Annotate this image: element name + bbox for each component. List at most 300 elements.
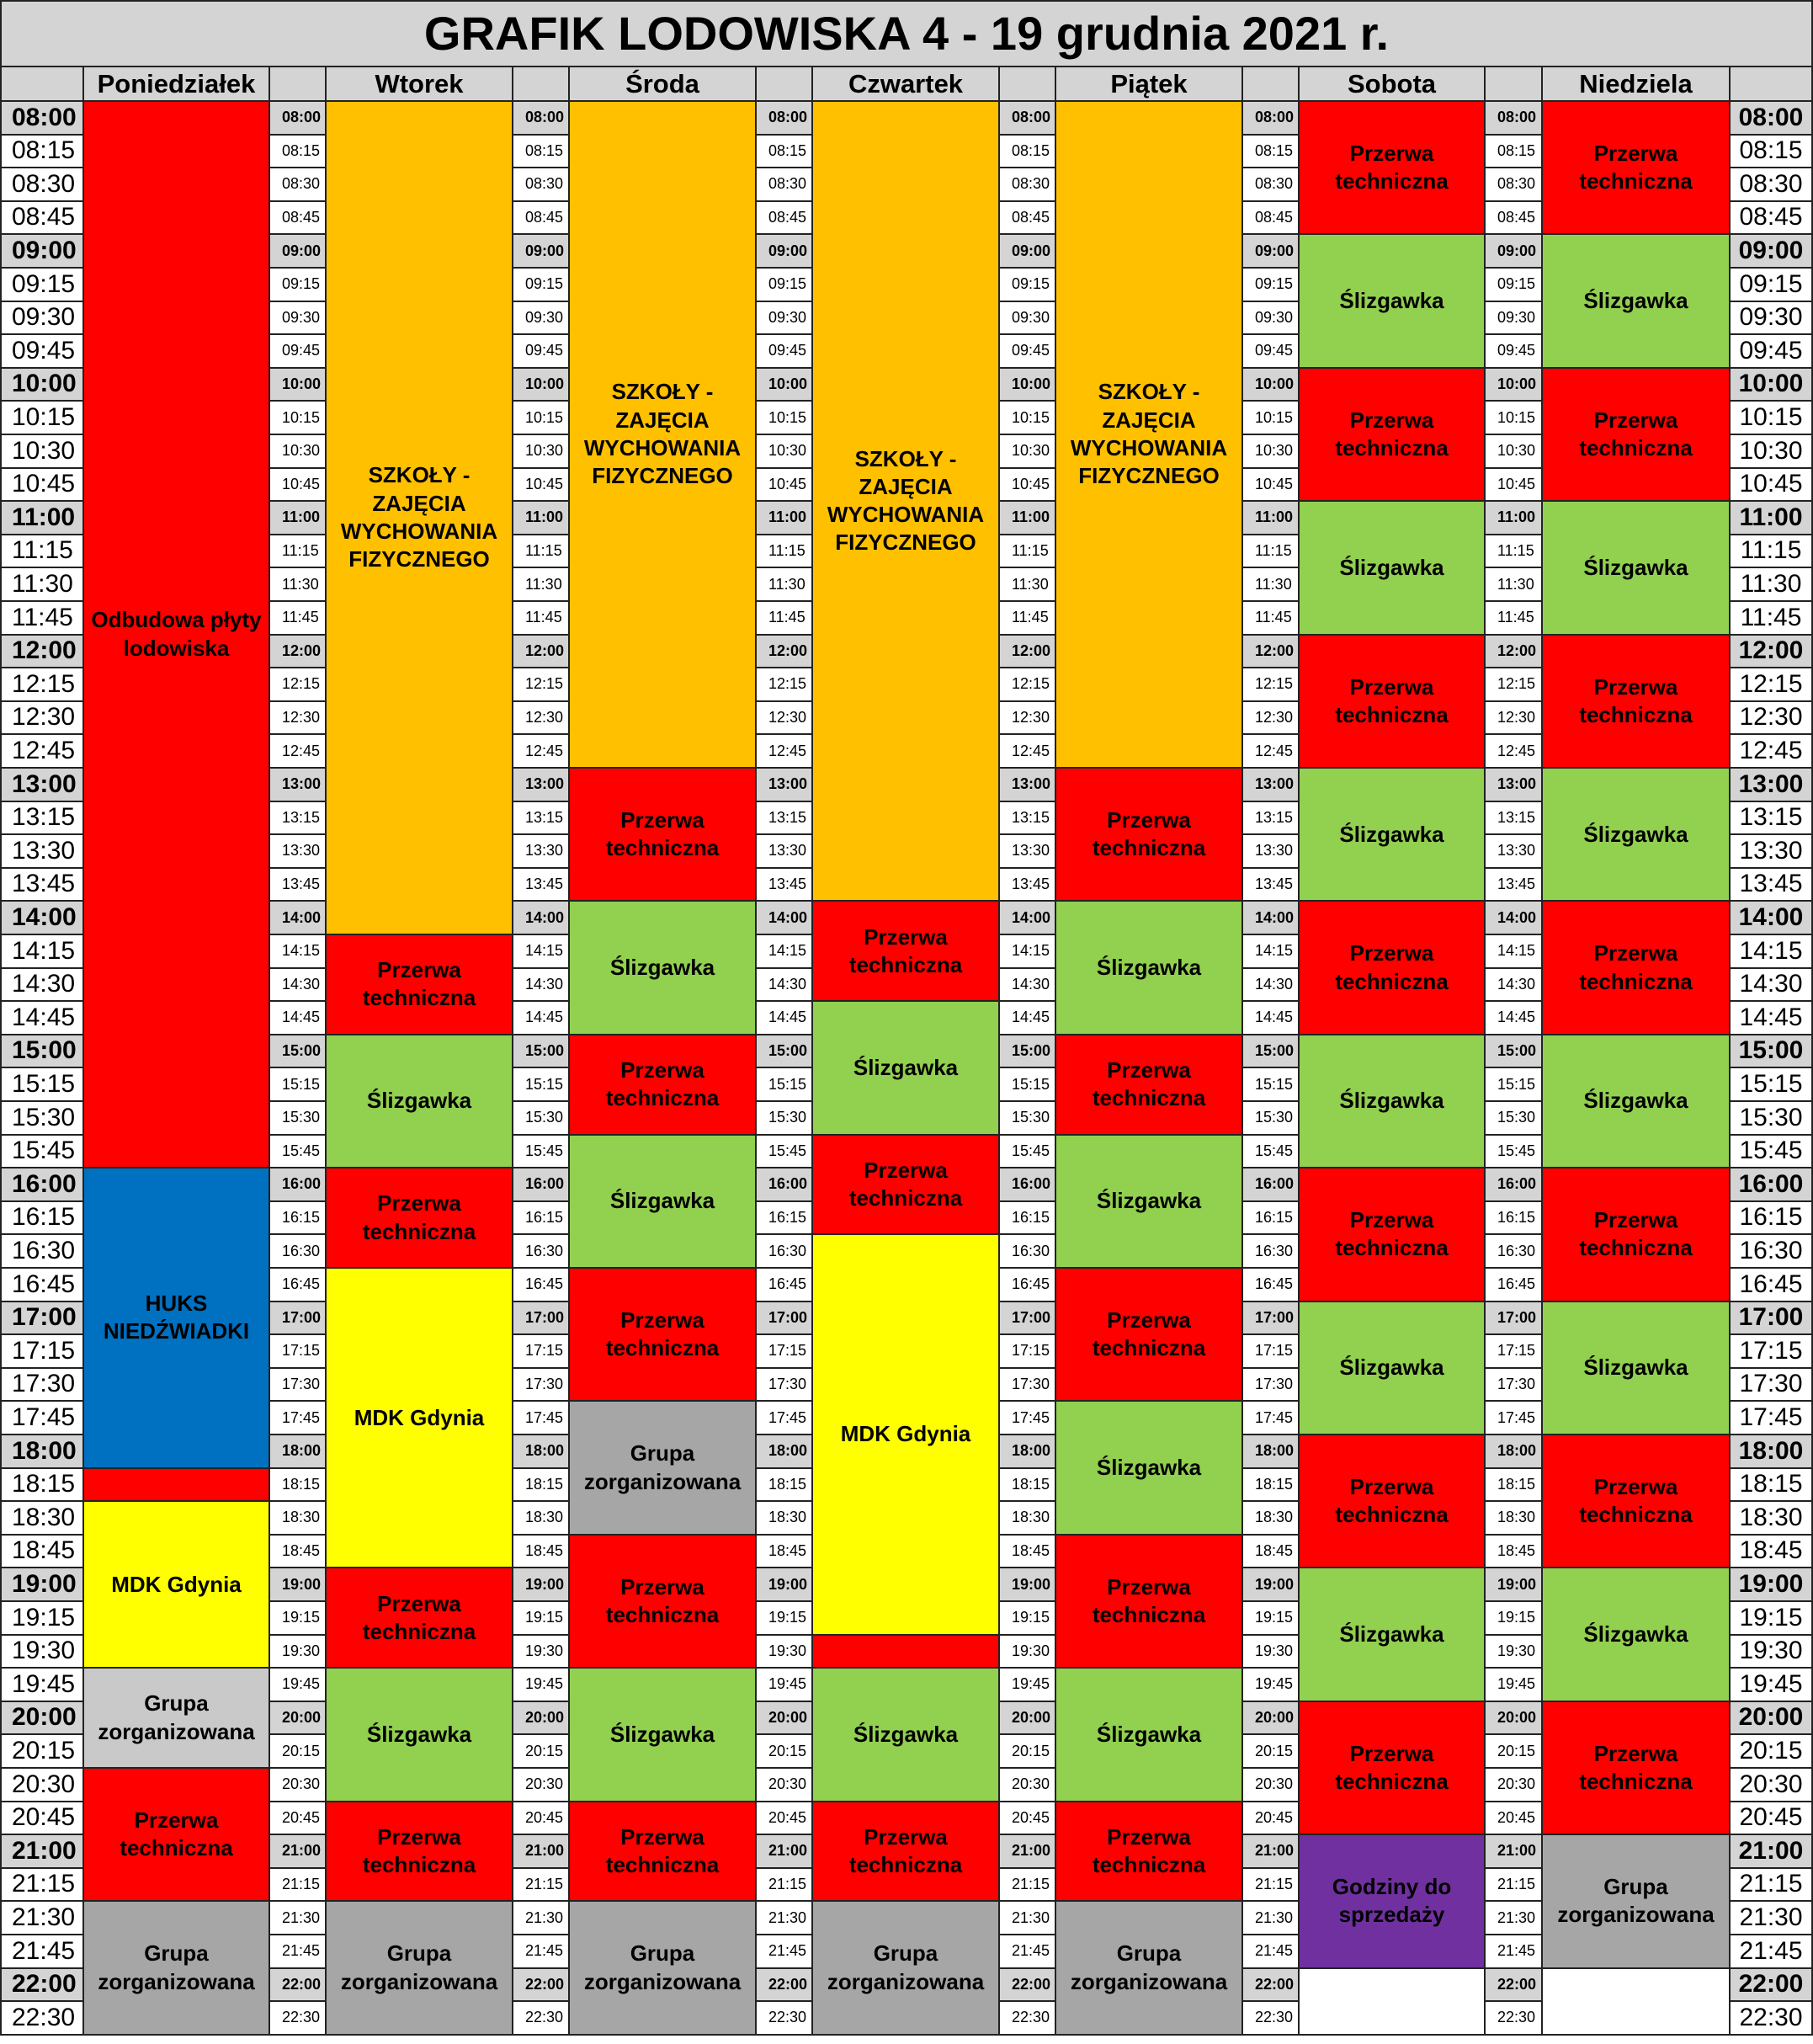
technical-break-block[interactable]: Przerwa techniczna: [1543, 1435, 1731, 1568]
time-label: 10:30: [757, 435, 813, 469]
time-label: 15:30: [0, 1102, 84, 1136]
time-label: 17:15: [1731, 1335, 1813, 1369]
technical-break-block[interactable]: Przerwa techniczna: [1056, 1035, 1243, 1136]
time-label: 09:30: [757, 302, 813, 336]
time-label: 16:15: [1243, 1202, 1300, 1236]
time-label: 17:00: [1731, 1302, 1813, 1336]
time-label: 13:30: [757, 835, 813, 869]
technical-break-block[interactable]: Przerwa techniczna: [570, 1035, 757, 1136]
technical-break-block[interactable]: Przerwa techniczna: [1300, 102, 1486, 235]
time-label: 08:30: [757, 168, 813, 202]
public-skating-block[interactable]: Ślizgawka: [1056, 1136, 1243, 1269]
time-label: 13:45: [757, 869, 813, 902]
time-label: 12:30: [1486, 702, 1543, 736]
time-label: 11:45: [1731, 602, 1813, 636]
schools-pe-block[interactable]: SZKOŁY - ZAJĘCIA WYCHOWANIA FIZYCZNEGO: [570, 102, 757, 769]
time-label: 18:45: [1486, 1536, 1543, 1569]
time-label: 14:00: [1731, 902, 1813, 935]
technical-break-block[interactable]: Przerwa techniczna: [1056, 1269, 1243, 1402]
time-label: 20:00: [1486, 1702, 1543, 1736]
organized-group-block[interactable]: Grupa zorganizowana: [1543, 1835, 1731, 1968]
time-label: 18:45: [270, 1536, 327, 1569]
time-label: 22:00: [1731, 1969, 1813, 2003]
time-label: 09:45: [0, 335, 84, 369]
time-label: 21:45: [270, 1935, 327, 1969]
time-label: 09:45: [1486, 335, 1543, 369]
technical-break-block[interactable]: Przerwa techniczna: [1543, 636, 1731, 769]
time-label: 12:15: [1731, 668, 1813, 702]
time-label: 19:00: [1731, 1568, 1813, 1602]
time-label: 08:15: [270, 136, 327, 169]
time-label: 10:30: [270, 435, 327, 469]
public-skating-block[interactable]: Ślizgawka: [1056, 1669, 1243, 1802]
time-label: 20:30: [513, 1769, 570, 1802]
time-label: 19:30: [1000, 1636, 1056, 1669]
time-label: 19:15: [513, 1602, 570, 1636]
technical-break-block[interactable]: Przerwa techniczna: [1300, 636, 1486, 769]
time-label: 10:45: [1731, 469, 1813, 503]
schools-pe-block[interactable]: SZKOŁY - ZAJĘCIA WYCHOWANIA FIZYCZNEGO: [1056, 102, 1243, 769]
time-label: 14:15: [1000, 935, 1056, 969]
time-label: 16:30: [270, 1235, 327, 1269]
time-label: 17:15: [757, 1335, 813, 1369]
time-label: 19:00: [1486, 1568, 1543, 1602]
time-label: 11:00: [270, 502, 327, 535]
time-label: 08:30: [513, 168, 570, 202]
time-label: 12:45: [513, 735, 570, 769]
time-label: 11:00: [0, 502, 84, 535]
public-skating-block[interactable]: Ślizgawka: [1300, 1568, 1486, 1701]
time-label: 21:30: [1731, 1902, 1813, 1935]
time-label: 17:30: [513, 1369, 570, 1403]
time-label: 16:45: [0, 1269, 84, 1302]
organized-group-block[interactable]: Grupa zorganizowana: [327, 1902, 513, 2035]
time-label: 21:45: [1486, 1935, 1543, 1969]
time-label: 21:30: [513, 1902, 570, 1935]
technical-break-block[interactable]: Przerwa techniczna: [1300, 1168, 1486, 1301]
technical-break-block[interactable]: Przerwa techniczna: [327, 1568, 513, 1669]
technical-break-block[interactable]: Przerwa techniczna: [327, 935, 513, 1035]
public-skating-block[interactable]: Ślizgawka: [1300, 1302, 1486, 1435]
time-label: 20:15: [1000, 1735, 1056, 1769]
time-label: 14:15: [1731, 935, 1813, 969]
time-label: 21:00: [1243, 1835, 1300, 1869]
time-label: 15:00: [513, 1035, 570, 1069]
time-label: 16:00: [1000, 1168, 1056, 1202]
technical-break-block[interactable]: Przerwa techniczna: [1300, 369, 1486, 502]
time-label: 14:15: [757, 935, 813, 969]
time-label: 08:45: [1486, 202, 1543, 236]
time-label: 11:45: [757, 602, 813, 636]
time-label: 08:30: [1243, 168, 1300, 202]
time-label: 16:15: [1000, 1202, 1056, 1236]
time-label: 21:30: [1243, 1902, 1300, 1935]
time-label: 09:15: [1731, 269, 1813, 302]
time-label: 10:45: [513, 469, 570, 503]
time-label: 21:15: [0, 1869, 84, 1903]
day-header-0: Poniedziałek: [84, 67, 270, 102]
header-blank: [1731, 67, 1813, 102]
time-label: 08:45: [1000, 202, 1056, 236]
time-label: 20:00: [757, 1702, 813, 1736]
time-label: 14:45: [1243, 1002, 1300, 1035]
day-header-4: Piątek: [1056, 67, 1243, 102]
time-label: 21:30: [270, 1902, 327, 1935]
time-label: 16:45: [1731, 1269, 1813, 1302]
time-label: 11:15: [1731, 535, 1813, 569]
time-label: 20:30: [1243, 1769, 1300, 1802]
empty-red-block[interactable]: [813, 1636, 1000, 1669]
technical-break-block[interactable]: Przerwa techniczna: [1056, 1536, 1243, 1669]
time-label: 19:30: [757, 1636, 813, 1669]
technical-break-block[interactable]: Przerwa techniczna: [813, 1802, 1000, 1903]
time-label: 18:15: [757, 1469, 813, 1503]
public-skating-block[interactable]: Ślizgawka: [1056, 1402, 1243, 1535]
time-label: 20:45: [0, 1802, 84, 1836]
public-skating-block[interactable]: Ślizgawka: [1543, 502, 1731, 635]
time-label: 10:45: [1486, 469, 1543, 503]
technical-break-block[interactable]: Przerwa techniczna: [570, 1802, 757, 1903]
public-skating-block[interactable]: Ślizgawka: [327, 1669, 513, 1802]
time-label: 21:00: [1000, 1835, 1056, 1869]
technical-break-block[interactable]: Przerwa techniczna: [813, 902, 1000, 1002]
time-label: 10:30: [1731, 435, 1813, 469]
time-label: 18:15: [1731, 1469, 1813, 1503]
time-label: 21:00: [1731, 1835, 1813, 1869]
technical-break-block[interactable]: Przerwa techniczna: [1543, 102, 1731, 235]
time-label: 20:45: [1731, 1802, 1813, 1836]
time-label: 22:00: [270, 1969, 327, 2003]
time-label: 11:30: [270, 568, 327, 602]
time-label: 09:30: [513, 302, 570, 336]
technical-break-block[interactable]: Przerwa techniczna: [1543, 902, 1731, 1035]
technical-break-block[interactable]: Przerwa techniczna: [570, 769, 757, 902]
time-label: 17:30: [1731, 1369, 1813, 1403]
time-label: 14:30: [1486, 969, 1543, 1003]
time-label: 20:00: [513, 1702, 570, 1736]
public-skating-block[interactable]: Ślizgawka: [570, 1669, 757, 1802]
time-label: 14:30: [513, 969, 570, 1003]
time-label: 08:45: [513, 202, 570, 236]
time-label: 09:15: [1486, 269, 1543, 302]
time-label: 12:45: [1000, 735, 1056, 769]
time-label: 11:00: [757, 502, 813, 535]
time-label: 18:30: [270, 1502, 327, 1536]
time-label: 12:15: [0, 668, 84, 702]
time-label: 17:00: [513, 1302, 570, 1336]
time-label: 09:45: [270, 335, 327, 369]
organized-group-block[interactable]: Grupa zorganizowana: [813, 1902, 1000, 2035]
time-label: 10:00: [1731, 369, 1813, 402]
time-label: 09:30: [1243, 302, 1300, 336]
time-label: 13:45: [1731, 869, 1813, 902]
time-label: 15:45: [1731, 1136, 1813, 1169]
time-label: 15:30: [513, 1102, 570, 1136]
technical-break-block[interactable]: Przerwa techniczna: [1056, 1802, 1243, 1903]
time-label: 19:30: [1243, 1636, 1300, 1669]
public-skating-block[interactable]: Ślizgawka: [1543, 1035, 1731, 1168]
time-label: 16:30: [1243, 1235, 1300, 1269]
time-label: 11:45: [270, 602, 327, 636]
technical-break-block[interactable]: Przerwa techniczna: [570, 1536, 757, 1669]
time-label: 08:15: [0, 136, 84, 169]
technical-break-block[interactable]: Przerwa techniczna: [1543, 1168, 1731, 1301]
time-label: 13:15: [757, 802, 813, 836]
mdk-gdynia-block[interactable]: MDK Gdynia: [813, 1235, 1000, 1635]
time-label: 18:30: [513, 1502, 570, 1536]
time-label: 08:00: [270, 102, 327, 136]
header-blank: [270, 67, 327, 102]
public-skating-block[interactable]: Ślizgawka: [1543, 1302, 1731, 1435]
technical-break-block[interactable]: Przerwa techniczna: [84, 1769, 270, 1902]
time-label: 13:00: [0, 769, 84, 802]
organized-group-block[interactable]: Grupa zorganizowana: [570, 1402, 757, 1535]
time-label: 20:30: [270, 1769, 327, 1802]
time-label: 14:00: [1243, 902, 1300, 935]
time-label: 21:15: [513, 1869, 570, 1903]
public-skating-block[interactable]: Ślizgawka: [1543, 235, 1731, 368]
time-label: 11:15: [1000, 535, 1056, 569]
time-label: 16:00: [757, 1168, 813, 1202]
time-label: 13:30: [1243, 835, 1300, 869]
time-label: 12:15: [1000, 668, 1056, 702]
public-skating-block[interactable]: Ślizgawka: [813, 1669, 1000, 1802]
empty-block[interactable]: [1543, 1969, 1731, 2036]
time-label: 11:00: [1000, 502, 1056, 535]
public-skating-block[interactable]: Ślizgawka: [1543, 769, 1731, 902]
time-label: 10:00: [1486, 369, 1543, 402]
time-label: 11:30: [1486, 568, 1543, 602]
time-label: 21:15: [1731, 1869, 1813, 1903]
time-label: 21:15: [1000, 1869, 1056, 1903]
time-label: 14:45: [1000, 1002, 1056, 1035]
technical-break-block[interactable]: Przerwa techniczna: [1300, 1435, 1486, 1568]
time-label: 19:00: [513, 1568, 570, 1602]
time-label: 18:15: [1243, 1469, 1300, 1503]
time-label: 21:15: [1486, 1869, 1543, 1903]
time-label: 15:00: [1243, 1035, 1300, 1069]
time-label: 08:30: [1486, 168, 1543, 202]
time-label: 11:15: [513, 535, 570, 569]
time-label: 10:15: [1243, 402, 1300, 435]
time-label: 15:15: [1731, 1068, 1813, 1102]
time-label: 09:00: [513, 235, 570, 269]
time-label: 12:15: [1486, 668, 1543, 702]
time-label: 08:15: [1731, 136, 1813, 169]
time-label: 17:15: [1000, 1335, 1056, 1369]
time-label: 20:45: [1000, 1802, 1056, 1836]
time-label: 10:00: [0, 369, 84, 402]
time-label: 17:00: [270, 1302, 327, 1336]
time-label: 13:15: [1486, 802, 1543, 836]
time-label: 08:30: [1000, 168, 1056, 202]
mdk-gdynia-block[interactable]: MDK Gdynia: [84, 1502, 270, 1669]
time-label: 16:00: [0, 1168, 84, 1202]
ice-rebuild-block[interactable]: Odbudowa płyty lodowiska: [84, 102, 270, 1168]
time-label: 11:45: [1243, 602, 1300, 636]
time-label: 11:00: [1486, 502, 1543, 535]
time-label: 20:30: [1486, 1769, 1543, 1802]
empty-red-block[interactable]: [84, 1469, 270, 1503]
time-label: 16:45: [757, 1269, 813, 1302]
empty-block[interactable]: [1300, 1969, 1486, 2036]
time-label: 21:30: [757, 1902, 813, 1935]
technical-break-block[interactable]: Przerwa techniczna: [1543, 1702, 1731, 1835]
time-label: 21:45: [757, 1935, 813, 1969]
time-label: 14:30: [0, 969, 84, 1003]
time-label: 13:30: [1486, 835, 1543, 869]
organized-group-block[interactable]: Grupa zorganizowana: [570, 1902, 757, 2035]
time-label: 15:30: [757, 1102, 813, 1136]
time-label: 17:00: [1000, 1302, 1056, 1336]
time-label: 19:45: [513, 1669, 570, 1702]
day-header-1: Wtorek: [327, 67, 513, 102]
public-skating-block[interactable]: Ślizgawka: [813, 1002, 1000, 1135]
time-label: 11:30: [757, 568, 813, 602]
public-skating-block[interactable]: Ślizgawka: [1300, 1035, 1486, 1168]
time-label: 09:15: [0, 269, 84, 302]
time-label: 08:00: [1731, 102, 1813, 136]
time-label: 08:00: [757, 102, 813, 136]
time-label: 10:15: [1731, 402, 1813, 435]
time-label: 16:15: [0, 1202, 84, 1236]
time-label: 09:00: [1731, 235, 1813, 269]
time-label: 21:45: [1243, 1935, 1300, 1969]
time-label: 10:15: [0, 402, 84, 435]
time-label: 18:15: [513, 1469, 570, 1503]
time-label: 11:15: [1486, 535, 1543, 569]
time-label: 18:45: [1000, 1536, 1056, 1569]
technical-break-block[interactable]: Przerwa techniczna: [570, 1269, 757, 1402]
time-label: 20:30: [1731, 1769, 1813, 1802]
time-label: 19:15: [270, 1602, 327, 1636]
time-label: 10:00: [1000, 369, 1056, 402]
time-label: 22:00: [513, 1969, 570, 2003]
time-label: 18:00: [1243, 1435, 1300, 1469]
organized-group-block[interactable]: Grupa zorganizowana: [84, 1669, 270, 1769]
time-label: 21:15: [757, 1869, 813, 1903]
time-label: 14:30: [1243, 969, 1300, 1003]
public-skating-block[interactable]: Ślizgawka: [1056, 902, 1243, 1035]
schools-pe-block[interactable]: SZKOŁY - ZAJĘCIA WYCHOWANIA FIZYCZNEGO: [813, 102, 1000, 902]
time-label: 11:00: [1731, 502, 1813, 535]
time-label: 10:00: [757, 369, 813, 402]
time-label: 20:15: [270, 1735, 327, 1769]
time-label: 14:00: [757, 902, 813, 935]
time-label: 15:45: [0, 1136, 84, 1169]
technical-break-block[interactable]: Przerwa techniczna: [1300, 902, 1486, 1035]
time-label: 08:45: [1243, 202, 1300, 236]
mdk-gdynia-block[interactable]: MDK Gdynia: [327, 1269, 513, 1568]
time-label: 22:00: [1243, 1969, 1300, 2003]
time-label: 16:15: [757, 1202, 813, 1236]
time-label: 18:15: [1486, 1469, 1543, 1503]
technical-break-block[interactable]: Przerwa techniczna: [813, 1136, 1000, 1236]
schools-pe-block[interactable]: SZKOŁY - ZAJĘCIA WYCHOWANIA FIZYCZNEGO: [327, 102, 513, 935]
public-skating-block[interactable]: Ślizgawka: [570, 902, 757, 1035]
public-skating-block[interactable]: Ślizgawka: [1300, 235, 1486, 368]
time-label: 09:15: [757, 269, 813, 302]
time-label: 18:45: [757, 1536, 813, 1569]
time-label: 21:15: [1243, 1869, 1300, 1903]
time-label: 19:45: [1486, 1669, 1543, 1702]
time-label: 14:45: [270, 1002, 327, 1035]
time-label: 09:15: [1243, 269, 1300, 302]
organized-group-block[interactable]: Grupa zorganizowana: [84, 1902, 270, 2035]
technical-break-block[interactable]: Przerwa techniczna: [1543, 369, 1731, 502]
time-label: 08:15: [1243, 136, 1300, 169]
time-label: 12:45: [1243, 735, 1300, 769]
time-label: 18:45: [1243, 1536, 1300, 1569]
time-label: 08:15: [1486, 136, 1543, 169]
time-label: 15:00: [1486, 1035, 1543, 1069]
time-label: 14:15: [1243, 935, 1300, 969]
time-label: 13:00: [1486, 769, 1543, 802]
time-label: 15:00: [757, 1035, 813, 1069]
time-label: 20:15: [1486, 1735, 1543, 1769]
time-label: 19:15: [1000, 1602, 1056, 1636]
time-label: 11:30: [0, 568, 84, 602]
public-skating-block[interactable]: Ślizgawka: [1543, 1568, 1731, 1701]
technical-break-block[interactable]: Przerwa techniczna: [327, 1168, 513, 1269]
technical-break-block[interactable]: Przerwa techniczna: [1300, 1702, 1486, 1835]
time-label: 08:30: [270, 168, 327, 202]
time-label: 20:45: [757, 1802, 813, 1836]
time-label: 08:00: [1000, 102, 1056, 136]
time-label: 20:30: [0, 1769, 84, 1802]
time-label: 15:45: [270, 1136, 327, 1169]
technical-break-block[interactable]: Przerwa techniczna: [1056, 769, 1243, 902]
time-label: 10:15: [1486, 402, 1543, 435]
time-label: 16:00: [1731, 1168, 1813, 1202]
time-label: 09:45: [513, 335, 570, 369]
time-label: 11:45: [0, 602, 84, 636]
time-label: 17:15: [513, 1335, 570, 1369]
time-label: 16:15: [270, 1202, 327, 1236]
public-skating-block[interactable]: Ślizgawka: [327, 1035, 513, 1168]
time-label: 12:15: [1243, 668, 1300, 702]
technical-break-block[interactable]: Przerwa techniczna: [327, 1802, 513, 1903]
time-label: 12:15: [757, 668, 813, 702]
time-label: 13:15: [513, 802, 570, 836]
public-skating-block[interactable]: Ślizgawka: [1300, 502, 1486, 635]
time-label: 08:45: [270, 202, 327, 236]
time-label: 19:00: [757, 1568, 813, 1602]
time-label: 13:00: [1731, 769, 1813, 802]
time-label: 09:45: [1243, 335, 1300, 369]
time-label: 17:30: [1486, 1369, 1543, 1403]
public-skating-block[interactable]: Ślizgawka: [570, 1136, 757, 1269]
time-label: 15:45: [1486, 1136, 1543, 1169]
time-label: 17:15: [270, 1335, 327, 1369]
time-label: 14:45: [1731, 1002, 1813, 1035]
time-label: 09:30: [1000, 302, 1056, 336]
time-label: 15:15: [1000, 1068, 1056, 1102]
time-label: 12:30: [1731, 702, 1813, 736]
time-label: 19:45: [1000, 1669, 1056, 1702]
time-label: 13:15: [1731, 802, 1813, 836]
huks-niedzwiadki-block[interactable]: HUKS NIEDŹWIADKI: [84, 1168, 270, 1468]
time-label: 10:15: [1000, 402, 1056, 435]
time-label: 15:45: [513, 1136, 570, 1169]
time-label: 08:00: [0, 102, 84, 136]
time-label: 18:45: [0, 1536, 84, 1569]
organized-group-block[interactable]: Grupa zorganizowana: [1056, 1902, 1243, 2035]
hours-for-sale-block[interactable]: Godziny do sprzedaży: [1300, 1835, 1486, 1968]
public-skating-block[interactable]: Ślizgawka: [1300, 769, 1486, 902]
time-label: 12:30: [757, 702, 813, 736]
time-label: 16:30: [513, 1235, 570, 1269]
